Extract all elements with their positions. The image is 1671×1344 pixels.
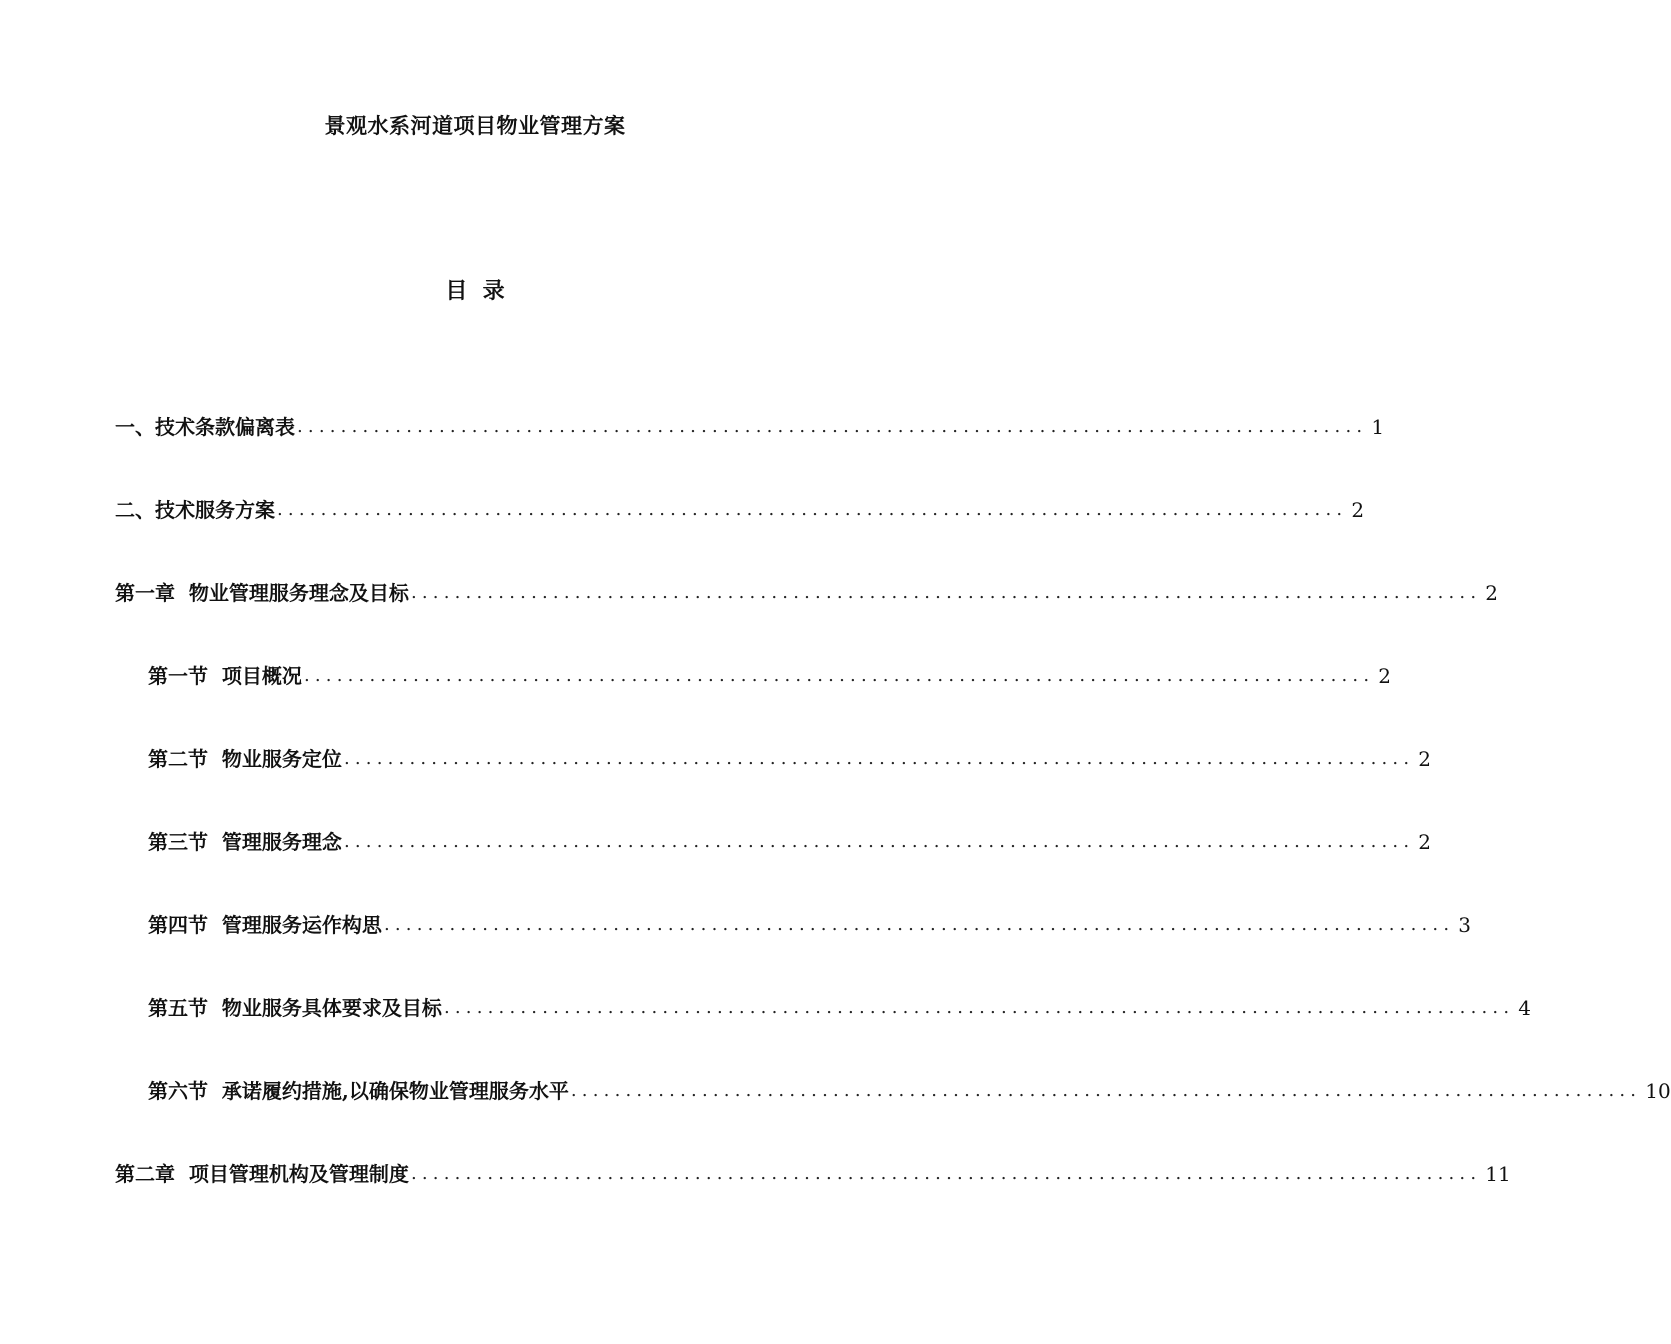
toc-entry-page: 2: [1378, 664, 1391, 688]
toc-entry-label: 第六节 承诺履约措施,以确保物业管理服务水平: [148, 1079, 569, 1103]
toc-entry[interactable]: [115, 412, 1385, 442]
toc-entry-page: 2: [1485, 581, 1498, 605]
toc-entry-label: 第四节 管理服务运作构思: [148, 913, 382, 937]
toc-entry[interactable]: [115, 495, 1365, 525]
toc-entry-page: 2: [1418, 747, 1431, 771]
toc-heading: 目 录: [445, 278, 505, 304]
toc-entry-label: 第一章 物业管理服务理念及目标: [115, 581, 409, 605]
toc-entry-label: 一、技术条款偏离表: [115, 415, 295, 439]
toc-entry-page: 11: [1485, 1162, 1511, 1186]
toc-leader-dots: ..................................................................................................: [277, 499, 1348, 520]
toc-entry[interactable]: [148, 993, 1531, 1023]
toc-leader-dots: ..................................................................................................: [410, 1163, 1482, 1184]
toc-entry[interactable]: [148, 1076, 1671, 1106]
toc-entry-label: 第一节 项目概况: [148, 664, 302, 688]
toc-entry[interactable]: [148, 910, 1471, 940]
toc-entry-label: 第二章 项目管理机构及管理制度: [115, 1162, 409, 1186]
toc-entry-label: 第五节 物业服务具体要求及目标: [148, 996, 442, 1020]
toc-entry-label: 二、技术服务方案: [115, 498, 275, 522]
toc-entry-page: 2: [1351, 498, 1365, 522]
toc-leader-dots: ..................................................................................................: [297, 416, 1368, 437]
toc-entry-label: 第三节 管理服务理念: [148, 830, 342, 854]
toc-leader-dots: ..................................................................................................: [343, 748, 1415, 769]
toc-leader-dots: ..................................................................................................: [303, 665, 1375, 686]
toc-leader-dots: ..................................................................................................: [410, 582, 1482, 603]
toc-entry[interactable]: [115, 1159, 1511, 1189]
toc-entry-label: 第二节 物业服务定位: [148, 747, 342, 771]
toc-entry-page: 10: [1645, 1079, 1671, 1103]
document-title: 景观水系河道项目物业管理方案: [324, 113, 626, 138]
toc-entry-page: 1: [1371, 415, 1385, 439]
toc-leader-dots: ..................................................................................................: [383, 914, 1455, 935]
toc-leader-dots: ..................................................................................................: [570, 1080, 1642, 1101]
toc-entry[interactable]: [148, 744, 1431, 774]
toc-entry-page: 2: [1418, 830, 1431, 854]
toc-entry[interactable]: [148, 661, 1391, 691]
toc-leader-dots: ..................................................................................................: [443, 997, 1515, 1018]
toc-entry-page: 4: [1518, 996, 1531, 1020]
toc-entry[interactable]: [115, 578, 1498, 608]
toc-entry-page: 3: [1458, 913, 1471, 937]
toc-entry[interactable]: [148, 827, 1431, 857]
toc-leader-dots: ..................................................................................................: [343, 831, 1415, 852]
